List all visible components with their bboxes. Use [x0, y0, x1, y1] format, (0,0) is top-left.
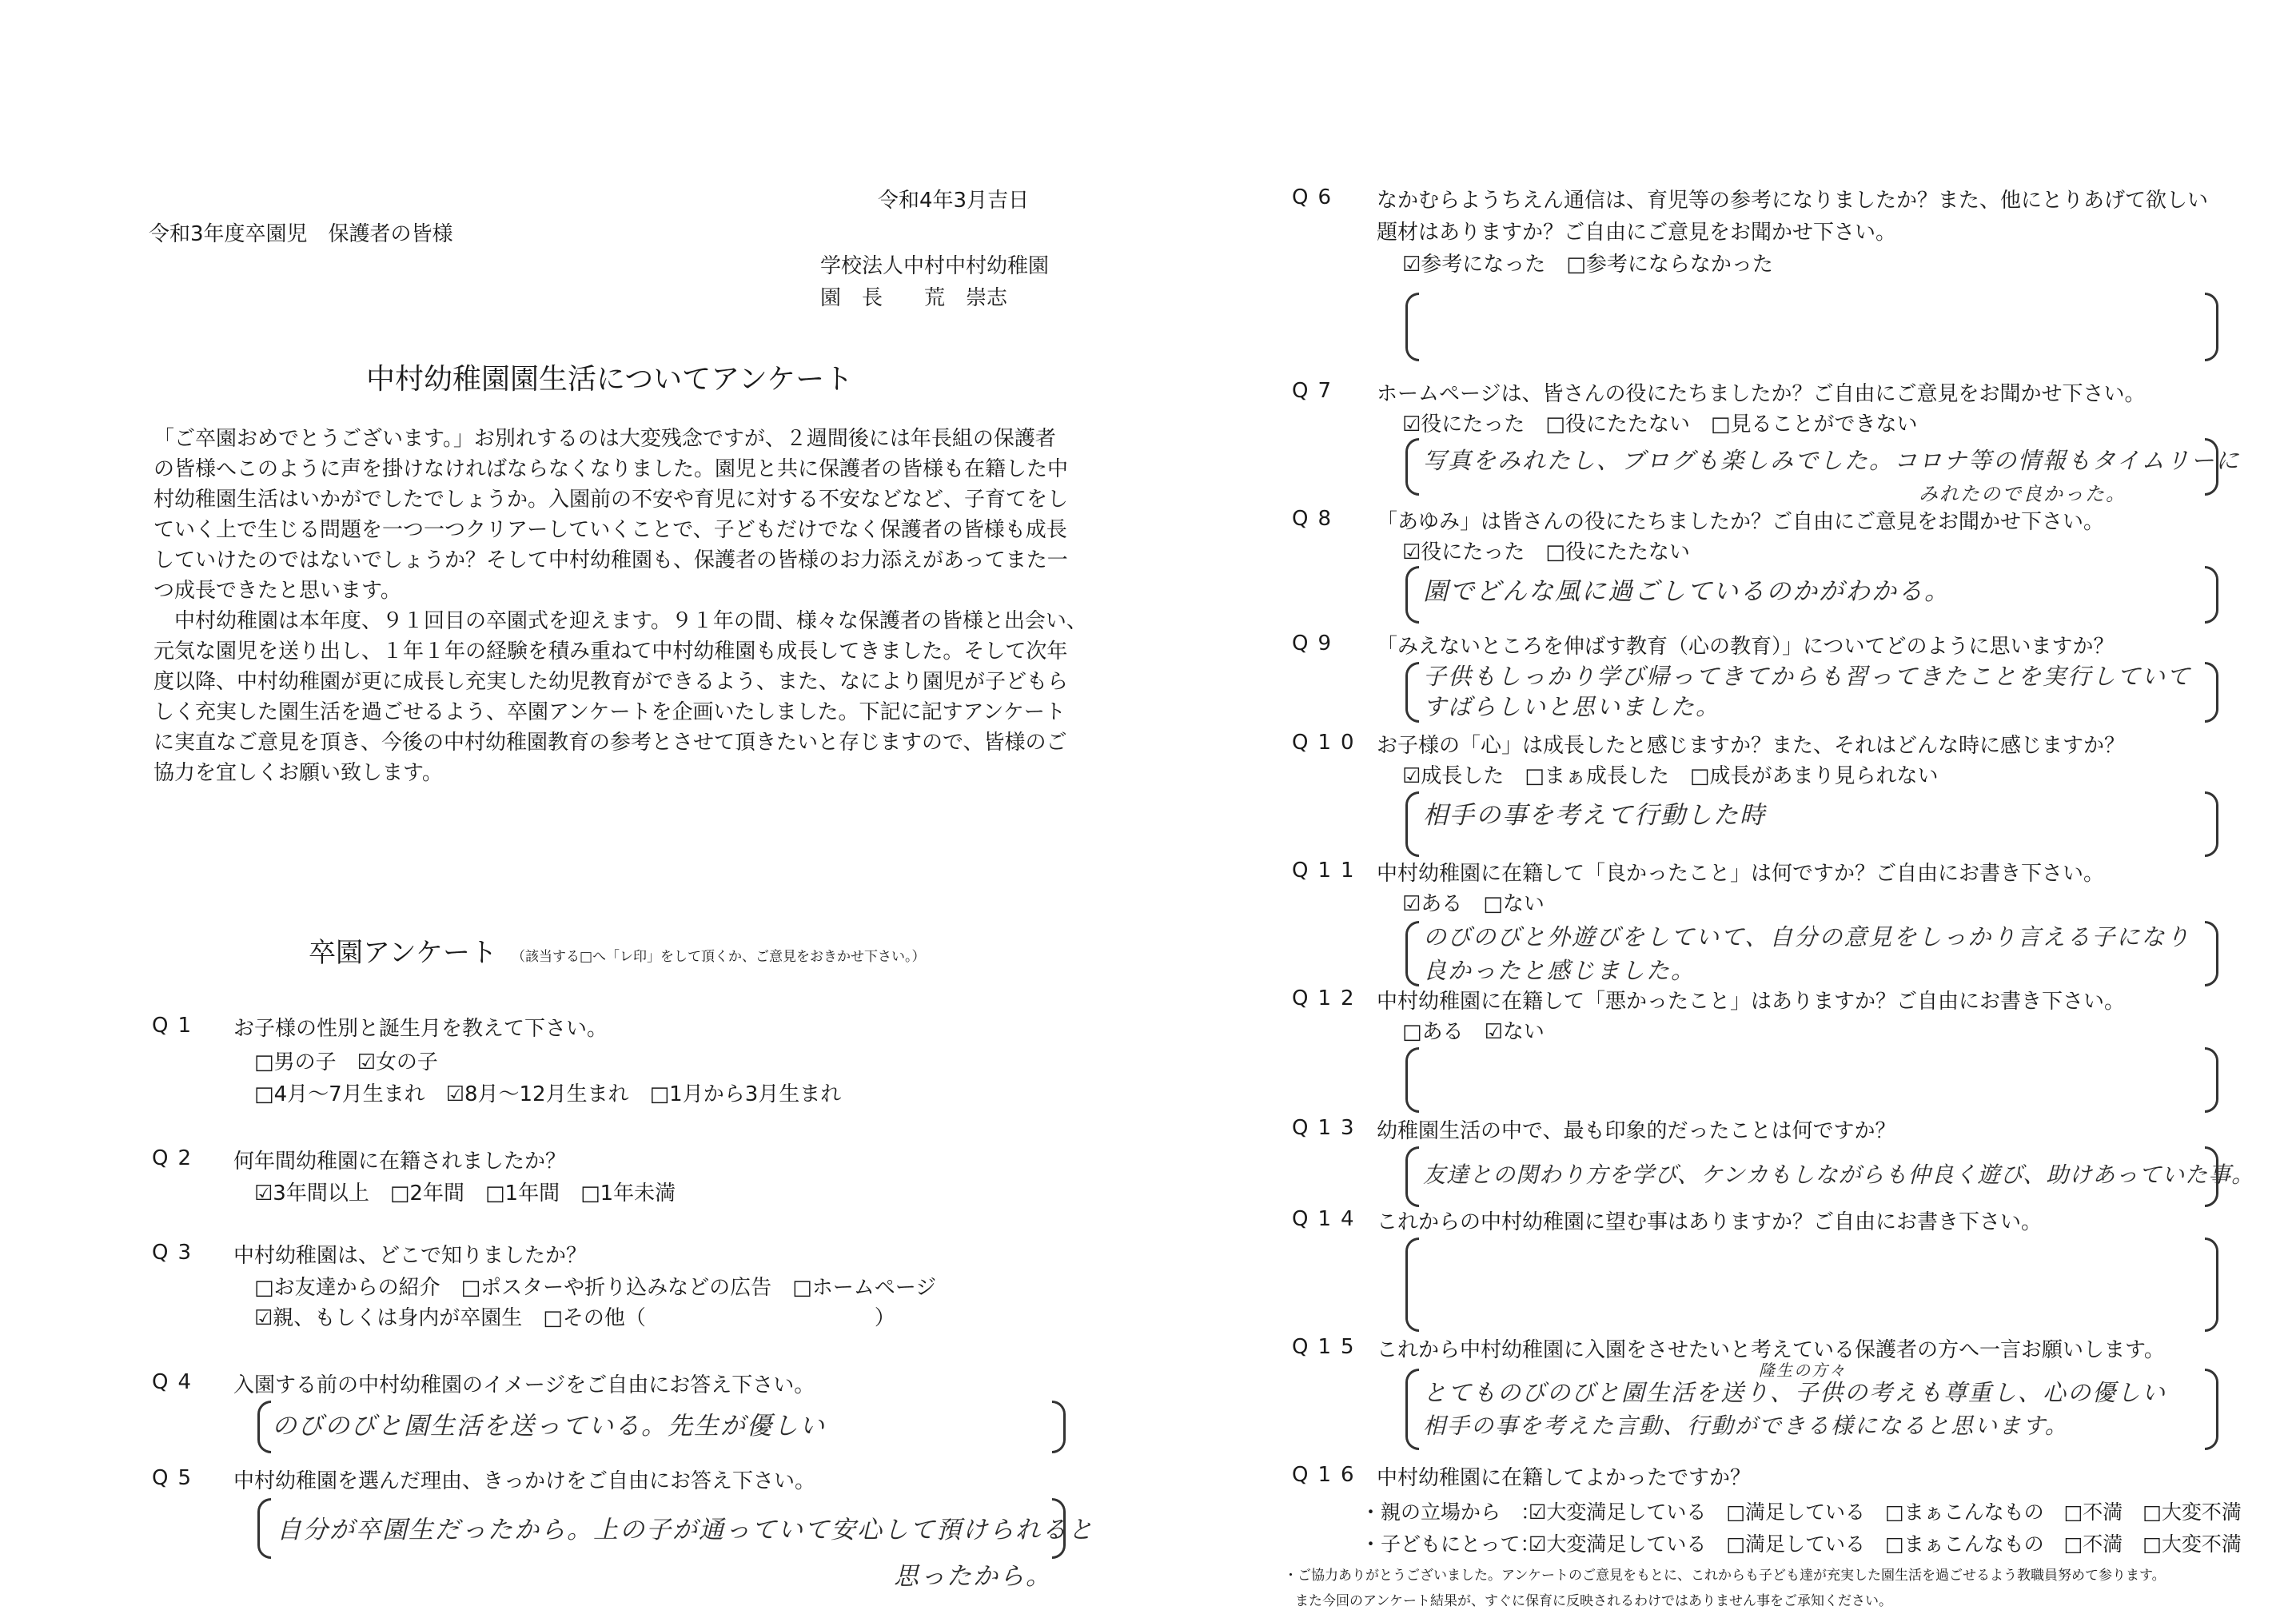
q7-options[interactable]: ☑役にたった □役にたたない □見ることができない [1402, 412, 1918, 436]
q6-question-line1: なかむらようちえん通信は、育児等の参考になりましたか？また、他にとりあげて欲しい [1377, 189, 2209, 213]
intro-line: ていく上で生じる問題を一つ一つクリアーしていくことで、子どもだけでなく保護者の皆様も成長 [153, 518, 1067, 542]
q8-question: 「あゆみ」は皆さんの役にたちましたか？ご自由にご意見をお聞かせ下さい。 [1377, 510, 2105, 534]
intro-line: に実直なご意見を頂き、今後の中村幼稚園教育の参考とさせて頂きたいと存じますので、皆様のご [153, 731, 1067, 755]
q5-handwritten-answer-line2[interactable]: 思ったから。 [894, 1562, 1052, 1591]
q10-options[interactable]: ☑成長した □まぁ成長した □成長があまり見られない [1402, 764, 1939, 788]
q16-parent-options[interactable]: ☑大変満足している □満足している □まぁこんなもの □不満 □大変不満 [1529, 1500, 2242, 1524]
q1-birth-month-options[interactable]: □4月～7月生まれ ☑8月～12月生まれ □1月から3月生まれ [254, 1082, 842, 1106]
q15-handwritten-note: 隆生の方々 [1759, 1361, 1847, 1380]
q13-answer-bracket-right [2205, 1146, 2218, 1207]
q2-number: Q2 [152, 1146, 201, 1170]
q8-answer-bracket-left [1405, 566, 1419, 624]
q1-number: Q1 [152, 1014, 201, 1038]
q15-number: Q15 [1292, 1335, 1364, 1359]
q10-question: お子様の「心」は成長したと感じますか？また、それはどんな時に感じますか？ [1377, 734, 2126, 758]
intro-line: 中村幼稚園は本年度、９１回目の卒園式を迎えます。９１年の間、様々な保護者の皆様と出会い、 [153, 609, 1087, 633]
survey-title: 卒園アンケート [309, 937, 497, 969]
q4-number: Q4 [152, 1370, 201, 1394]
q10-handwritten-answer[interactable]: 相手の事を考えて行動した時 [1423, 801, 1766, 830]
intro-line: の皆様へこのように声を掛けなければならなくなりました。園児と共に保護者の皆様も在籍した中 [153, 457, 1069, 481]
q15-handwritten-answer-line2[interactable]: 相手の事を考えた言動、行動ができる様になると思います。 [1423, 1413, 2069, 1439]
footer-notice: また今回のアンケート結果が、すぐに保育に反映されるわけではありません事をご承知ください。 [1295, 1593, 1892, 1609]
q2-options[interactable]: ☑3年間以上 □2年間 □1年間 □1年未満 [254, 1182, 676, 1206]
q4-answer-bracket-right [1052, 1401, 1066, 1453]
q16-parent-label: ・親の立場から ： [1361, 1500, 1541, 1524]
q16-question: 中村幼稚園に在籍してよかったですか？ [1377, 1466, 1752, 1490]
q11-number: Q11 [1292, 859, 1364, 883]
footer-thanks: ・ご協力ありがとうございました。アンケートのご意見をもとに、これからも子ども達が充実した園生活を過ごせるよう教職員努めて参ります。 [1284, 1568, 2166, 1584]
q15-question: これから中村幼稚園に入園をさせたいと考えている保護者の方へ一言お願いします。 [1377, 1338, 2165, 1362]
q15-answer-bracket-right [2205, 1369, 2218, 1450]
q12-answer-bracket-right [2205, 1047, 2218, 1113]
q3-options-row1[interactable]: □お友達からの紹介 □ポスターや折り込みなどの広告 □ホームページ [254, 1276, 937, 1300]
issue-date: 令和4年3月吉日 [878, 189, 1030, 213]
q12-number: Q12 [1292, 986, 1364, 1010]
q16-child-options[interactable]: ☑大変満足している □満足している □まぁこんなもの □不満 □大変不満 [1529, 1532, 2242, 1556]
intro-line: 度以降、中村幼稚園が更に成長し充実した幼児教育ができるよう、また、なにより園児が子どもら [153, 670, 1069, 694]
intro-line: つ成長できたと思います。 [153, 579, 401, 603]
q8-options[interactable]: ☑役にたった □役にたたない [1402, 540, 1690, 564]
q5-number: Q5 [152, 1466, 201, 1490]
q16-child-label: ・子どもにとって： [1361, 1532, 1541, 1556]
q7-handwritten-answer-line2[interactable]: みれたので良かった。 [1919, 483, 2127, 505]
intro-line: 協力を宜しくお願い致します。 [153, 761, 443, 785]
q14-answer-bracket-left [1405, 1237, 1419, 1332]
addressee: 令和3年度卒園児 保護者の皆様 [149, 222, 453, 246]
q12-question: 中村幼稚園に在籍して「悪かったこと」はありますか？ご自由にお書き下さい。 [1377, 990, 2126, 1014]
intro-line: していけたのではないでしょうか？そして中村幼稚園も、保護者の皆様のお力添えがあってまた一 [153, 548, 1068, 572]
q4-answer-bracket-left [257, 1401, 271, 1453]
q9-answer-bracket-right [2205, 662, 2218, 723]
q3-options-row2[interactable]: ☑親、もしくは身内が卒園生 □その他（ ） [254, 1306, 895, 1330]
q8-number: Q8 [1292, 507, 1341, 531]
q5-question: 中村幼稚園を選んだ理由、きっかけをご自由にお答え下さい。 [233, 1469, 816, 1493]
q11-answer-bracket-right [2205, 921, 2218, 986]
q14-answer-bracket-right [2205, 1237, 2218, 1332]
q9-answer-bracket-left [1405, 662, 1419, 723]
q6-options[interactable]: ☑参考になった □参考にならなかった [1402, 253, 1773, 277]
intro-line: しく充実した園生活を過ごせるよう、卒園アンケートを企画いたしました。下記に記すアンケート [153, 700, 1066, 724]
q6-question-line2: 題材はありますか？ご自由にご意見をお聞かせ下さい。 [1377, 221, 1897, 245]
principal-name: 園 長 荒 崇志 [820, 286, 1008, 310]
school-name: 学校法人中村中村幼稚園 [820, 254, 1050, 278]
q6-answer-bracket-right [2205, 293, 2218, 361]
q15-handwritten-answer-line1[interactable]: とてものびのびと園生活を送り、子供の考えも尊重し、心の優しい [1423, 1379, 2167, 1406]
q5-handwritten-answer-line1[interactable]: 自分が卒園生だったから。上の子が通っていて安心して預けられると [277, 1516, 1094, 1544]
q13-answer-bracket-left [1405, 1146, 1419, 1207]
intro-paragraph [153, 424, 1087, 788]
q2-question: 何年間幼稚園に在籍されましたか？ [233, 1150, 567, 1174]
q9-number: Q9 [1292, 632, 1341, 656]
q6-answer-bracket-left [1405, 293, 1419, 361]
q13-number: Q13 [1292, 1116, 1364, 1140]
q5-answer-bracket-right [1052, 1498, 1066, 1559]
survey-note: （該当する□へ「レ印」をして頂くか、ご意見をおきかせ下さい。） [512, 949, 926, 965]
q8-answer-bracket-right [2205, 566, 2218, 624]
intro-line: 元気な園児を送り出し、１年１年の経験を積み重ねて中村幼稚園も成長してきました。そして次年 [153, 640, 1068, 664]
q5-answer-bracket-left [257, 1498, 271, 1559]
q9-handwritten-answer-line1[interactable]: 子供もしっかり学び帰ってきてからも習ってきたことを実行していて [1423, 663, 2192, 690]
q11-answer-bracket-left [1405, 921, 1419, 986]
q7-number: Q7 [1292, 379, 1341, 403]
q3-question: 中村幼稚園は、どこで知りましたか？ [233, 1244, 588, 1268]
q11-handwritten-answer-line1[interactable]: のびのびと外遊びをしていて、自分の意見をしっかり言える子になり [1423, 923, 2191, 950]
q15-answer-bracket-left [1405, 1369, 1419, 1450]
q14-number: Q14 [1292, 1207, 1364, 1231]
q12-options[interactable]: □ある ☑ない [1402, 1020, 1545, 1044]
q10-number: Q10 [1292, 731, 1364, 755]
q14-question: これからの中村幼稚園に望む事はありますか？ご自由にお書き下さい。 [1377, 1210, 2043, 1234]
q9-handwritten-answer-line2[interactable]: すばらしいと思いました。 [1423, 693, 1721, 720]
q3-number: Q3 [152, 1241, 201, 1265]
q4-question: 入園する前の中村幼稚園のイメージをご自由にお答え下さい。 [233, 1373, 815, 1397]
q11-options[interactable]: ☑ある □ない [1402, 892, 1545, 916]
q7-question: ホームページは、皆さんの役にたちましたか？ご自由にご意見をお聞かせ下さい。 [1377, 382, 2146, 406]
q11-question: 中村幼稚園に在籍して「良かったこと」は何ですか？ご自由にお書き下さい。 [1377, 862, 2105, 886]
q10-answer-bracket-right [2205, 791, 2218, 857]
q12-answer-bracket-left [1405, 1047, 1419, 1113]
q4-handwritten-answer[interactable]: のびのびと園生活を送っている。先生が優しい [272, 1412, 826, 1441]
q9-question: 「みえないところを伸ばす教育（心の教育）」についてどのように思いますか？ [1377, 635, 2115, 659]
document-title: 中村幼稚園園生活についてアンケート [366, 363, 854, 396]
q6-number: Q6 [1292, 185, 1341, 209]
q8-handwritten-answer[interactable]: 園でどんな風に過ごしているのかがわかる。 [1423, 577, 1951, 606]
q7-answer-bracket-left [1405, 438, 1419, 496]
q10-answer-bracket-left [1405, 791, 1419, 857]
q13-question: 幼稚園生活の中で、最も印象的だったことは何ですか？ [1377, 1119, 1896, 1143]
q11-handwritten-answer-line2[interactable]: 良かったと感じました。 [1423, 957, 1696, 984]
q16-number: Q16 [1292, 1463, 1364, 1487]
q1-question: お子様の性別と誕生月を教えて下さい。 [233, 1017, 608, 1041]
q1-gender-options[interactable]: □男の子 ☑女の子 [254, 1050, 438, 1074]
q13-handwritten-answer[interactable]: 友達との関わり方を学び、ケンカもしながらも仲良く遊び、助けあっていた事。 [1423, 1162, 2255, 1188]
q7-answer-bracket-right [2205, 438, 2218, 496]
intro-line: 「ご卒園おめでとうございます。」お別れするのは大変残念ですが、２週間後には年長組の保護者 [153, 427, 1056, 451]
intro-line: 村幼稚園生活はいかがでしたでしょうか。入園前の不安や育児に対する不安などなど、子育てをし [153, 488, 1069, 512]
q7-handwritten-answer-line1[interactable]: 写真をみれたし、ブログも楽しみでした。コロナ等の情報もタイムリーに [1423, 447, 2241, 474]
